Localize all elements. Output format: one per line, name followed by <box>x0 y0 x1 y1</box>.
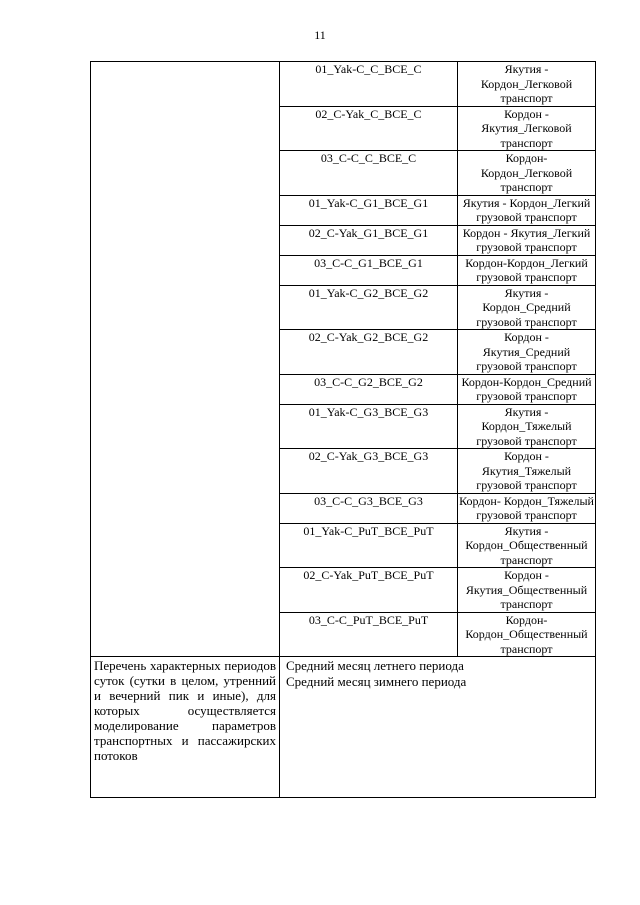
table-row <box>280 255 595 285</box>
table-row <box>280 493 595 523</box>
route-description: Кордон - Якутия_Средний грузовой транспорт <box>458 330 596 375</box>
table-row <box>280 404 595 449</box>
route-description: Кордон - Якутия_Легкий грузовой транспорт <box>458 225 596 255</box>
periods-label: Перечень характерных периодов суток (сутки в целом, утренний и вечерний пик и иные), для которых осуществляется моделирование параметров транспортных и пассажирских потоков <box>94 658 276 763</box>
route-code: 03_C-C_G3_BCE_G3 <box>280 493 458 523</box>
route-code: 02_C-Yak_G2_BCE_G2 <box>280 330 458 375</box>
document-table <box>90 61 596 798</box>
route-description: Кордон-Кордон_Средний грузовой транспорт <box>458 374 596 404</box>
route-description: Кордон-Кордон_Легкий грузовой транспорт <box>458 255 596 285</box>
route-code: 03_C-C_G2_BCE_G2 <box>280 374 458 404</box>
routes-row <box>91 62 596 657</box>
routes-cell <box>280 62 596 657</box>
route-code: 02_C-Yak_G3_BCE_G3 <box>280 449 458 494</box>
empty-label-cell <box>91 62 280 657</box>
periods-label-cell <box>91 657 280 798</box>
route-description: Якутия - Кордон_Общественный транспорт <box>458 523 596 568</box>
route-code: 01_Yak-C_G2_BCE_G2 <box>280 285 458 330</box>
route-description: Кордон - Якутия_Легковой транспорт <box>458 106 596 151</box>
table-row <box>280 62 595 106</box>
route-code: 03_C-C_G1_BCE_G1 <box>280 255 458 285</box>
route-description: Якутия - Кордон_Тяжелый грузовой транспорт <box>458 404 596 449</box>
table-row <box>280 374 595 404</box>
routes-table <box>280 62 595 656</box>
route-code: 02_C-Yak_C_BCE_C <box>280 106 458 151</box>
route-code: 01_Yak-C_G1_BCE_G1 <box>280 195 458 225</box>
table-row <box>280 225 595 255</box>
table-row <box>280 151 595 196</box>
route-description: Кордон - Якутия_Общественный транспорт <box>458 568 596 613</box>
table-row <box>280 330 595 375</box>
route-code: 01_Yak-C_PuT_BCE_PuT <box>280 523 458 568</box>
periods-row <box>91 657 596 798</box>
table-row <box>280 612 595 656</box>
route-code: 02_C-Yak_G1_BCE_G1 <box>280 225 458 255</box>
route-description: Якутия - Кордон_Легкий грузовой транспорт <box>458 195 596 225</box>
table-row <box>280 449 595 494</box>
page-number: 11 <box>314 28 326 42</box>
route-description: Кордон - Якутия_Тяжелый грузовой транспорт <box>458 449 596 494</box>
route-code: 02_C-Yak_PuT_BCE_PuT <box>280 568 458 613</box>
period-summer: Средний месяц летнего периода <box>286 658 464 673</box>
periods-values-cell <box>280 657 596 798</box>
route-description: Кордон- Кордон_Легковой транспорт <box>458 151 596 196</box>
period-winter: Средний месяц зимнего периода <box>286 674 467 689</box>
table-row <box>280 195 595 225</box>
route-code: 01_Yak-C_G3_BCE_G3 <box>280 404 458 449</box>
route-code: 03_C-C_PuT_BCE_PuT <box>280 612 458 656</box>
table-row <box>280 523 595 568</box>
route-description: Кордон- Кордон_Тяжелый грузовой транспорт <box>459 493 594 522</box>
periods-values <box>280 657 595 690</box>
table-row <box>280 106 595 151</box>
route-description: Якутия - Кордон_Легковой транспорт <box>458 62 596 106</box>
route-code: 01_Yak-C_C_BCE_C <box>280 62 458 106</box>
route-description: Якутия - Кордон_Средний грузовой транспорт <box>458 285 596 330</box>
table-row <box>280 285 595 330</box>
route-description: Кордон- Кордон_Общественный транспорт <box>465 612 588 656</box>
table-row <box>280 568 595 613</box>
route-code: 03_C-C_C_BCE_C <box>280 151 458 196</box>
